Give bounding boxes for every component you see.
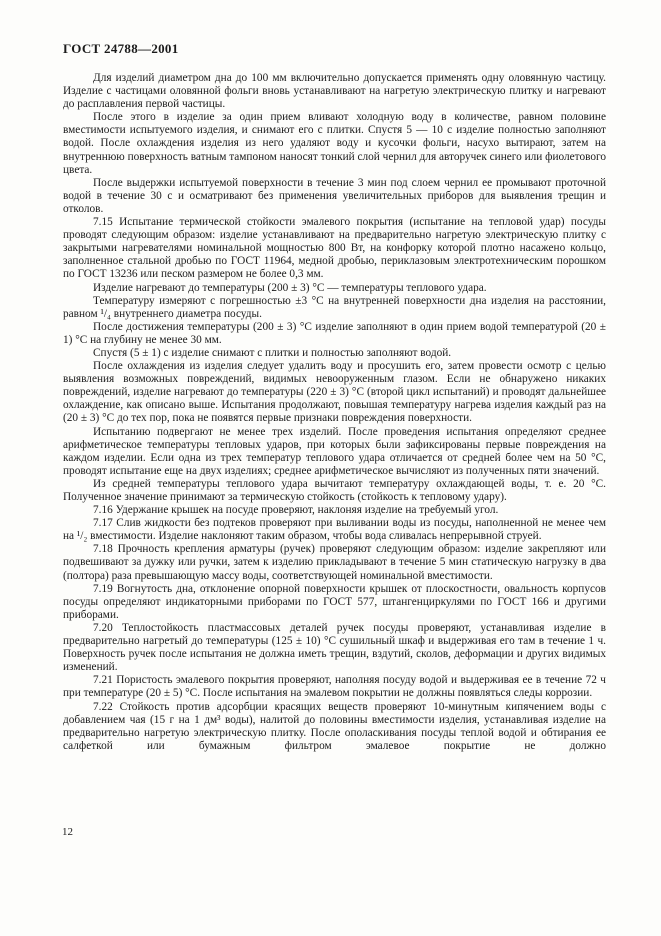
paragraph: Из средней температуры теплового удара вычитают температуру охлаждающей воды, т. е. 20 °С. Полученное значение принимают за термическую стойкость (стойкость к тепловому удару). (63, 477, 606, 503)
paragraph-clause-7-19: 7.19 Вогнутость дна, отклонение опорной поверхности крышек от плоскостности, овальность корпусов посуды определяют индикаторными приборами по ГОСТ 577, штангенциркулями по ГОСТ 166 и другими приборами. (63, 582, 606, 621)
paragraph-clause-7-20: 7.20 Теплостойкость пластмассовых деталей ручек посуды проверяют, устанавливая изделие в предварительно нагретый до температуры (125 ± 10) °С сушильный шкаф и выдерживая его там в течение 1 ч. Поверхность ручек после испытания не должна иметь трещин, вздутий, сколов, деформации и других видимых изменений. (63, 621, 606, 674)
paragraph-clause-7-18: 7.18 Прочность крепления арматуры (ручек) проверяют следующим образом: изделие закрепляют или подвешивают за дужку или ручки, затем к изделию прикладывают в течение 5 мин статическую нагрузку в два (полтора) раза превышающую массу воды, соответствующей номинальной вместимости. (63, 543, 606, 582)
paragraph: Изделие нагревают до температуры (200 ± 3) °С — температуры теплового удара. (93, 281, 487, 294)
standard-number-header: ГОСТ 24788—2001 (63, 41, 179, 56)
paragraph-clause-7-15: 7.15 Испытание термической стойкости эмалевого покрытия (испытание на тепловой удар) посуды проводят следующим образом: изделие устанавливают на предварительно нагретую электрическую плитку с закрытыми нагревателями номинальной мощностью 800 Вт, на конфорку которой плотно насажено кольцо, заполненное стальной дробью по ГОСТ 11964, медной дробью, периклазовым электротехническим порошком по ГОСТ 13236 или песком размером не более 0,3 мм. (63, 216, 606, 281)
paragraph-clause-7-21: 7.21 Пористость эмалевого покрытия проверяют, наполняя посуду водой и выдерживая ее в течение 72 ч при температуре (20 ± 5) °С. После испытания на эмалевом покрытии не должны появляться следы коррозии. (63, 674, 606, 700)
paragraph: После достижения температуры (200 ± 3) °С изделие заполняют в один прием водой температурой (20 ± 1) °С на глубину не менее 30 мм. (63, 320, 606, 346)
paragraph: Для изделий диаметром дна до 100 мм включительно допускается применять одну оловянную частицу. Изделие с частицами оловянной фольги вновь устанавливают на нагретую электрическую плитку и нагревают до расплавления первой частицы. (63, 72, 606, 111)
paragraph-clause-7-22: 7.22 Стойкость против адсорбции красящих веществ проверяют 10-минутным кипячением воды с добавлением чая (15 г на 1 дм³ воды), налитой до половины вместимости изделия, устанавливая изделие на предварительно нагретую электрическую плитку. После ополаскивания посуды теплой водой и обтирания ее салфеткой или бумажным фильтром эмалевое покрытие не должно (63, 700, 606, 752)
paragraph-clause-7-16: 7.16 Удержание крышек на посуде проверяют, наклоняя изделие на требуемый угол. (93, 504, 499, 517)
paragraph: После этого в изделие за один прием вливают холодную воду в количестве, равном половине вместимости испытуемого изделия, и снимают его с плитки. Спустя 5 — 10 с изделие полностью заполняют водой. После охлаждения изделия из него удаляют воду и кусочки фольги, насухо вытирают, затем на внутреннюю поверхность ватным тампоном наносят тонкий слой чернил для авторучек синего или фиолетового цвета. (63, 111, 606, 176)
paragraph: Испытанию подвергают не менее трех изделий. После проведения испытания определяют среднее арифметическое температуры тепловых ударов, при которых были зафиксированы первые повреждения на каждом изделии. Если одна из трех температур теплового удара отличается от средней более чем на 50 °С, проводят испытание еще на двух изделиях; среднее арифметическое вычисляют из полученных пяти значений. (63, 425, 606, 477)
page-number: 12 (62, 826, 73, 838)
paragraph: Температуру измеряют с погрешностью ±3 °С на внутренней поверхности дна изделия на расстоянии, равном ¹/₄ внутреннего диаметра посуды. (63, 294, 606, 320)
paragraph-clause-7-17: 7.17 Слив жидкости без подтеков проверяют при выливании воды из посуды, наполненной не менее чем на ¹/₂ вместимости. Изделие наклоняют таким образом, чтобы вода сливалась непрерывной струей. (63, 517, 606, 543)
paragraph: После охлаждения из изделия следует удалить воду и просушить его, затем провести осмотр с целью выявления возможных повреждений, видимых невооруженным глазом. Если не обнаружено никаких повреждений, изделие нагревают до температуры (220 ± 3) °С (второй цикл испытаний) и проводят дальнейшее охлаждение, как описано выше. Испытания продолжают, повышая температуру нагрева изделия каждый раз на (20 ± 3) °С до тех пор, пока не появятся первые признаки повреждения поверхности. (63, 360, 606, 425)
paragraph: После выдержки испытуемой поверхности в течение 3 мин под слоем чернил ее промывают проточной водой в течение 30 с и осматривают без применения увеличительных приборов для выявления трещин и отколов. (63, 176, 606, 215)
document-body (63, 72, 606, 753)
paragraph: Спустя (5 ± 1) с изделие снимают с плитки и полностью заполняют водой. (93, 346, 452, 359)
